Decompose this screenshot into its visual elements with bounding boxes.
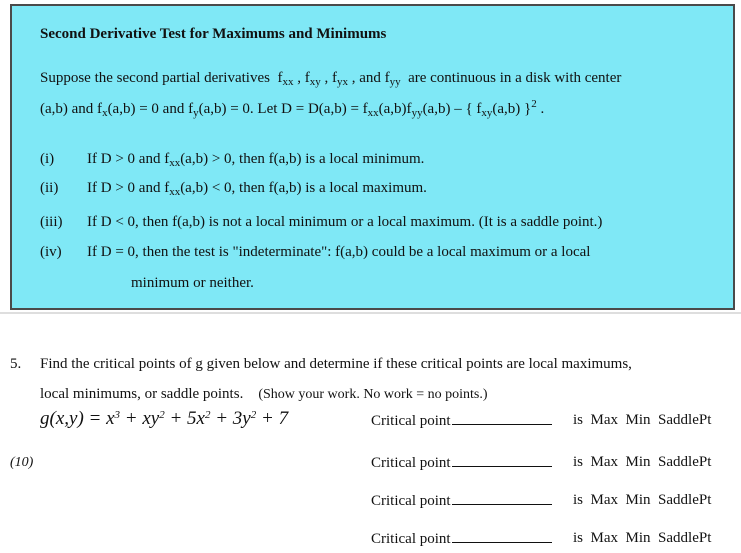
problem-number: 5. — [10, 356, 22, 372]
critical-point-row: Critical point — [371, 492, 552, 510]
max-option[interactable]: Max — [590, 412, 619, 428]
item-text-continuation: minimum or neither. — [131, 275, 254, 291]
critical-point-blank[interactable] — [452, 530, 552, 543]
saddle-option[interactable]: SaddlePt — [658, 454, 712, 470]
item-text: If D > 0 and $f_{xx}(a,b) > 0$, then f(a,b) is a local minimum. — [87, 151, 425, 169]
critical-point-row: Critical point — [371, 454, 552, 472]
work-note: (Show your work. No work = no points.) — [258, 387, 488, 402]
points-value: (10) — [10, 455, 34, 470]
item-number: (ii) — [40, 180, 59, 196]
item-number: (iv) — [40, 244, 62, 260]
min-option[interactable]: Min — [625, 412, 651, 428]
classification-options: is Max Min SaddlePt — [573, 454, 712, 470]
intro-line-1: Suppose the second partial derivatives $f_{xx}$ , $f_{xy}$ , $f_{yx}$ , and $f_{yy}$ are continuous in a disk with center — [40, 70, 622, 88]
critical-point-blank[interactable] — [452, 492, 552, 505]
problem-text-line-2: local minimums, or saddle points. (Show your work. No work = no points.) — [40, 386, 488, 402]
classification-options: is Max Min SaddlePt — [573, 530, 712, 546]
item-text: If D < 0, then f(a,b) is not a local minimum or a local maximum. (It is a saddle point.) — [87, 214, 603, 230]
saddle-option[interactable]: SaddlePt — [658, 412, 712, 428]
item-text: If D = 0, then the test is "indeterminate": f(a,b) could be a local maximum or a local — [87, 244, 591, 260]
saddle-option[interactable]: SaddlePt — [658, 530, 712, 546]
critical-point-row: Critical point — [371, 530, 552, 548]
max-option[interactable]: Max — [590, 530, 619, 546]
divider — [0, 312, 741, 314]
problem-text-line-1: Find the critical points of g given below and determine if these critical points are local maximums, — [40, 356, 632, 372]
item-number: (iii) — [40, 214, 63, 230]
critical-point-blank[interactable] — [452, 454, 552, 467]
saddle-option[interactable]: SaddlePt — [658, 492, 712, 508]
item-text: If D > 0 and $f_{xx}(a,b) < 0$, then f(a,b) is a local maximum. — [87, 180, 427, 198]
min-option[interactable]: Min — [625, 492, 651, 508]
critical-point-row: Critical point — [371, 412, 552, 430]
max-option[interactable]: Max — [590, 454, 619, 470]
min-option[interactable]: Min — [625, 454, 651, 470]
critical-point-blank[interactable] — [452, 412, 552, 425]
classification-options: is Max Min SaddlePt — [573, 412, 712, 428]
function-equation: $g(x,y) = x^3 + xy^2 + 5x^2 + 3y^2 + 7$ — [40, 408, 289, 429]
intro-line-2: (a,b) and $f_x(a,b) = 0$ and $f_y(a,b) = 0$. Let $D = D(a,b) = f_{xx}(a,b)f_{yy}(a,b)$ – { $f_{xy}(a,b)$ }$^2$ . — [40, 98, 545, 119]
max-option[interactable]: Max — [590, 492, 619, 508]
theorem-title: Second Derivative Test for Maximums and Minimums — [40, 26, 387, 42]
classification-options: is Max Min SaddlePt — [573, 492, 712, 508]
item-number: (i) — [40, 151, 55, 167]
min-option[interactable]: Min — [625, 530, 651, 546]
